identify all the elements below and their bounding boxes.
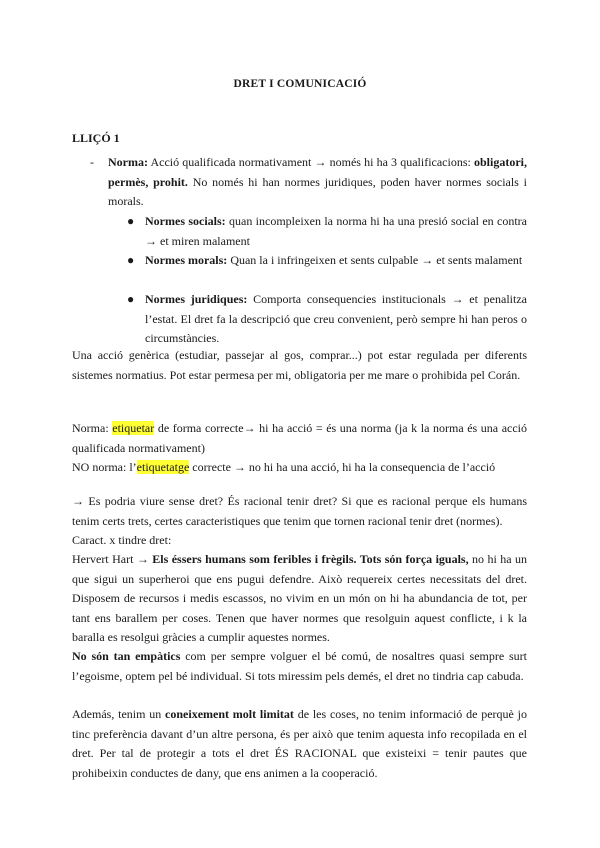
qualifications-list: obligatori, permès, prohit. bbox=[108, 155, 527, 189]
norma-example-paragraph bbox=[72, 419, 527, 458]
norma-term: Norma: bbox=[108, 155, 148, 169]
empathy-text: com per sempre volguer el bé comú, de nosaltres quasi sempre surt l’egoisme, optem pel bé individual. Si tots miressim pels demés, el dret no tindria cap cabuda. bbox=[72, 649, 527, 683]
no-norma-prefix: NO norma: l’ bbox=[72, 460, 137, 474]
page-title: DRET I COMUNICACIÓ bbox=[233, 78, 367, 90]
intro-text-1: Acció qualificada normativament → només hi ha 3 qualificacions: bbox=[147, 155, 474, 169]
intro-text-2: No només hi han normes juridiques, poden haver normes socials i morals. bbox=[108, 174, 527, 208]
highlighted-word: etiquetar bbox=[112, 421, 155, 435]
bullet-dot-icon: ● bbox=[127, 214, 135, 228]
knowledge-prefix: Además, tenim un bbox=[72, 707, 166, 721]
characteristics-label: Caract. x tindre dret: bbox=[72, 533, 172, 547]
empathy-strong: No són tan empàtics bbox=[72, 649, 181, 663]
bullet-term: Normes morals: bbox=[145, 253, 228, 267]
no-norma-text: correcte → no hi ha una acció, hi ha la consequencia de l’acció bbox=[189, 460, 496, 474]
bullet-text: Comporta consequencies institucionals → et penalitza l’estat. El dret fa la descripció que creu convenient, però sempre hi han peros o circumstàncies. bbox=[145, 292, 527, 345]
knowledge-text: de les coses, no tenim informació de perquè jo tinc preferència davant d’un altre persona, és per això que tenim aquesta info recopilada en el dret. Per tal de protegir a tots el dret ÉS RACIONAL que existeixi = tenir pautes que prohibeixin conductes de dany, que ens animen a la cooperació. bbox=[72, 707, 527, 780]
bullet-term: Normes socials: bbox=[145, 214, 226, 228]
no-norma-example-paragraph bbox=[72, 458, 527, 478]
list-item bbox=[127, 290, 527, 349]
bullet-text: quan incompleixen la norma hi ha una presió social en contra → et miren malament bbox=[145, 214, 527, 248]
generic-action-paragraph: Una acció genèrica (estudiar, passejar al gos, comprar...) pot estar regulada per diferents sistemes normatius. Pot estar permesa per mi, obligatoria per me mare o prohibida pel Corán. bbox=[72, 348, 527, 382]
norma-example-prefix: Norma: bbox=[72, 421, 113, 435]
knowledge-paragraph bbox=[72, 705, 527, 783]
empathy-paragraph bbox=[72, 647, 527, 686]
bullet-text: Quan la i infringeixen et sents culpable → et sents malament bbox=[227, 253, 523, 267]
hart-paragraph bbox=[72, 550, 527, 648]
hart-prefix: Hervert Hart → bbox=[72, 552, 153, 566]
norma-example-text: de forma correcte→ hi ha acció = és una norma (ja k la norma és una acció qualificada normativament) bbox=[72, 421, 528, 455]
rationality-question-paragraph: → Es podria viure sense dret? És racional tenir dret? Si que es racional perque els humans tenim certs trets, certes caracteristiques que tenim que tornen racional tenir dret (normes). bbox=[72, 494, 527, 528]
lesson-heading: LLIÇÓ 1 bbox=[72, 131, 120, 145]
list-item bbox=[127, 251, 527, 271]
list-item bbox=[127, 212, 527, 251]
dash-marker: - bbox=[90, 155, 94, 169]
bullet-term: Normes juridiques: bbox=[145, 292, 248, 306]
hart-text: no hi ha un que sigui un superheroi que ens pugui defendre. Això requereix certes necessitats del dret. Disposem de recursos i medis escassos, no vivim en un món on hi ha abundancia de tot, per tant ens barallem per coses. Tenen que haver normes que resolguin aquest conflicte, i k la baralla es resolgui gràcies a cumplir aquestes normes. bbox=[72, 552, 527, 644]
knowledge-strong: coneixement molt limitat bbox=[165, 707, 294, 721]
highlighted-word: etiquetatge bbox=[136, 460, 190, 474]
hart-strong: Els éssers humans som feribles i frègils. Tots són força iguals, bbox=[152, 552, 469, 566]
bullet-dot-icon: ● bbox=[127, 253, 135, 267]
bullet-dot-icon: ● bbox=[127, 292, 135, 306]
intro-paragraph bbox=[90, 153, 527, 212]
